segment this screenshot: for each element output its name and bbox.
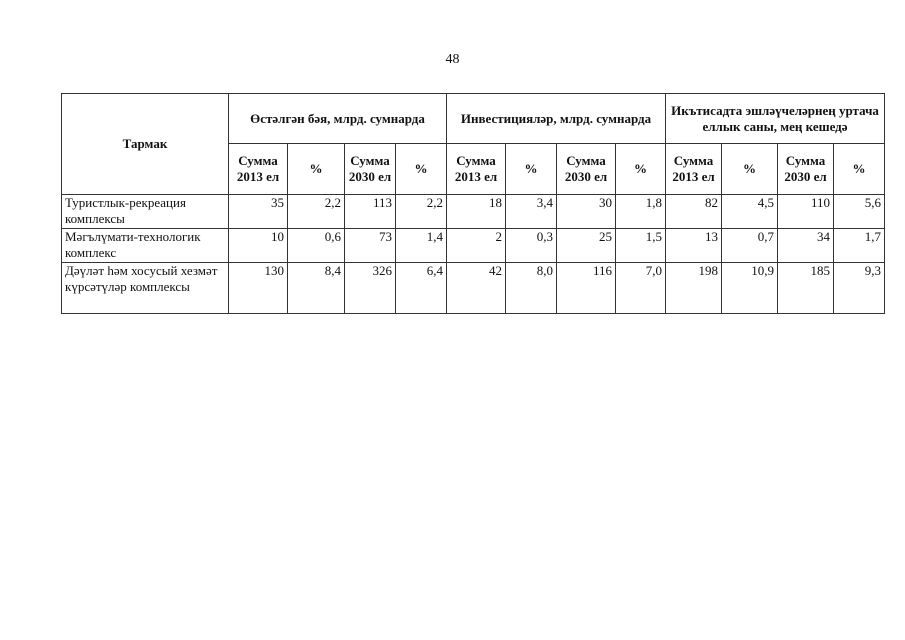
- table-cell: 0,6: [288, 229, 345, 263]
- table-cell: 73: [345, 229, 396, 263]
- group-header-investments: Инвестицияләр, млрд. сумнарда: [447, 94, 666, 144]
- table-cell: 10: [229, 229, 288, 263]
- subheader-percent: %: [396, 144, 447, 195]
- table-cell: 35: [229, 195, 288, 229]
- table-cell: 34: [778, 229, 834, 263]
- table-cell: 82: [666, 195, 722, 229]
- table-cell: 113: [345, 195, 396, 229]
- table-cell: 3,4: [506, 195, 557, 229]
- table-cell: 7,0: [616, 263, 666, 314]
- table-cell: 5,6: [834, 195, 885, 229]
- statistics-table: [61, 93, 885, 314]
- row-label: Туристлык-рекреация комплексы: [62, 195, 229, 229]
- table-row: [62, 263, 885, 314]
- page-number: 48: [445, 52, 460, 67]
- table-cell: 2: [447, 229, 506, 263]
- subheader-sum-2030: Сумма 2030 ел: [345, 144, 396, 195]
- table-cell: 4,5: [722, 195, 778, 229]
- subheader-sum-2013: Сумма 2013 ел: [666, 144, 722, 195]
- table-cell: 2,2: [396, 195, 447, 229]
- row-label: Дәүләт һәм хосусый хезмәт күрсәтүләр комплексы: [62, 263, 229, 314]
- group-header-value-added: Өстәлгән бәя, млрд. сумнарда: [229, 94, 447, 144]
- table-row: [62, 195, 885, 229]
- table-row: [62, 229, 885, 263]
- table-cell: 2,2: [288, 195, 345, 229]
- table-cell: 185: [778, 263, 834, 314]
- subheader-sum-2013: Сумма 2013 ел: [447, 144, 506, 195]
- subheader-percent: %: [506, 144, 557, 195]
- table-cell: 326: [345, 263, 396, 314]
- table-cell: 8,0: [506, 263, 557, 314]
- subheader-percent: %: [616, 144, 666, 195]
- table-cell: 9,3: [834, 263, 885, 314]
- table-cell: 1,7: [834, 229, 885, 263]
- group-header-employees: Икътисадта эшләүчеләрнең уртача еллык саны, мең кешедә: [666, 94, 885, 144]
- subheader-percent: %: [722, 144, 778, 195]
- table-cell: 6,4: [396, 263, 447, 314]
- table-cell: 1,8: [616, 195, 666, 229]
- table-cell: 13: [666, 229, 722, 263]
- table-cell: 30: [557, 195, 616, 229]
- table-cell: 8,4: [288, 263, 345, 314]
- table-cell: 0,3: [506, 229, 557, 263]
- table-cell: 42: [447, 263, 506, 314]
- table-cell: 1,4: [396, 229, 447, 263]
- table-cell: 198: [666, 263, 722, 314]
- table-cell: 0,7: [722, 229, 778, 263]
- table-cell: 110: [778, 195, 834, 229]
- table-cell: 10,9: [722, 263, 778, 314]
- table-cell: 130: [229, 263, 288, 314]
- table-cell: 116: [557, 263, 616, 314]
- row-label: Мәгълүмати-технологик комплекс: [62, 229, 229, 263]
- subheader-sum-2013: Сумма 2013 ел: [229, 144, 288, 195]
- subheader-percent: %: [288, 144, 345, 195]
- subheader-sum-2030: Сумма 2030 ел: [557, 144, 616, 195]
- row-header: Тармак: [62, 94, 229, 195]
- table-cell: 18: [447, 195, 506, 229]
- table-cell: 25: [557, 229, 616, 263]
- table-cell: 1,5: [616, 229, 666, 263]
- subheader-sum-2030: Сумма 2030 ел: [778, 144, 834, 195]
- subheader-percent: %: [834, 144, 885, 195]
